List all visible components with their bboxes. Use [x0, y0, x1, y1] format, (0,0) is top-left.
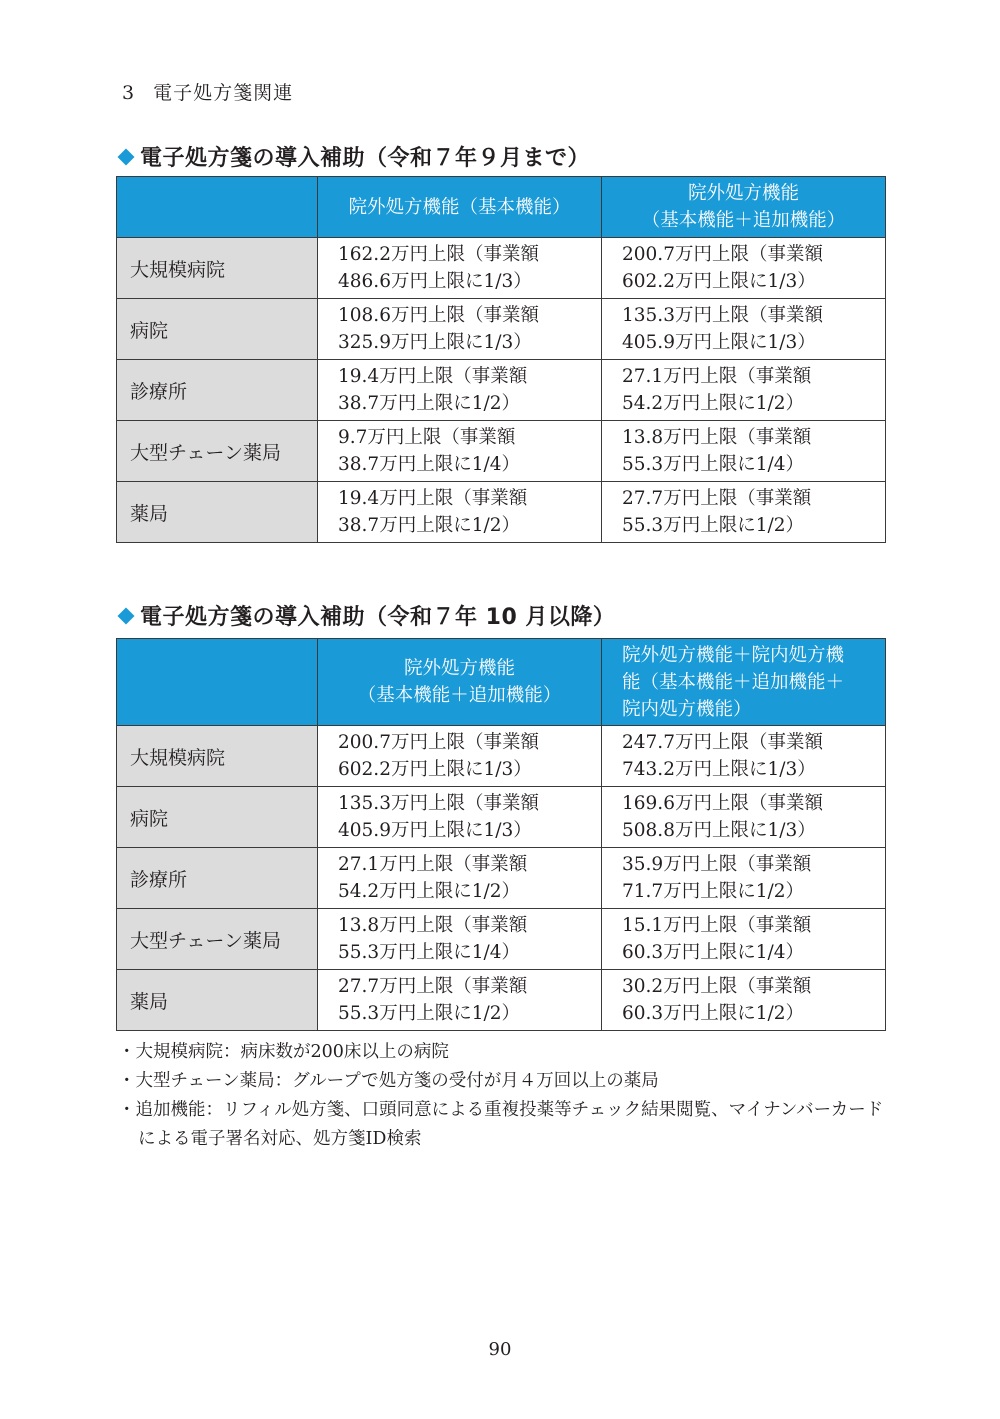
- row-label: 病院: [117, 299, 318, 360]
- row-label: 大型チェーン薬局: [117, 421, 318, 482]
- table-row: [117, 848, 886, 909]
- table-cell: 13.8万円上限（事業額 55.3万円上限に1/4）: [318, 909, 602, 970]
- table-cell: 169.6万円上限（事業額 508.8万円上限に1/3）: [602, 787, 886, 848]
- footnote: ・大規模病院：病床数が200床以上の病院: [118, 1042, 449, 1062]
- row-label: 大型チェーン薬局: [117, 909, 318, 970]
- page-number: 90: [488, 1339, 512, 1360]
- table-row: [117, 909, 886, 970]
- subsidy-table-2: [116, 638, 886, 1031]
- table-row: [117, 482, 886, 543]
- chapter-number: 3: [122, 82, 136, 104]
- table-row: [117, 787, 886, 848]
- section-title-1: [116, 141, 590, 172]
- table-cell: 9.7万円上限（事業額 38.7万円上限に1/4）: [318, 421, 602, 482]
- running-head: [122, 78, 293, 105]
- table-cell: 13.8万円上限（事業額 55.3万円上限に1/4）: [602, 421, 886, 482]
- table-row: [117, 238, 886, 299]
- section-title-2: [116, 600, 615, 631]
- table-cell: 35.9万円上限（事業額 71.7万円上限に1/2）: [602, 848, 886, 909]
- section-title-text: 電子処方箋の導入補助（令和７年９月まで）: [140, 146, 591, 171]
- column-header: 院外処方機能＋院内処方機 能（基本機能＋追加機能＋ 院内処方機能）: [602, 639, 886, 726]
- table-header-row: [117, 639, 886, 726]
- row-label: 薬局: [117, 482, 318, 543]
- table-cell: 200.7万円上限（事業額 602.2万円上限に1/3）: [602, 238, 886, 299]
- table-cell: 15.1万円上限（事業額 60.3万円上限に1/4）: [602, 909, 886, 970]
- row-label: 診療所: [117, 848, 318, 909]
- table-cell: 200.7万円上限（事業額 602.2万円上限に1/3）: [318, 726, 602, 787]
- table-header-row: [117, 177, 886, 238]
- table-cell: 135.3万円上限（事業額 405.9万円上限に1/3）: [318, 787, 602, 848]
- row-label: 薬局: [117, 970, 318, 1031]
- chapter-title: 電子処方箋関連: [153, 82, 294, 104]
- table-cell: 19.4万円上限（事業額 38.7万円上限に1/2）: [318, 482, 602, 543]
- table-cell: 162.2万円上限（事業額 486.6万円上限に1/3）: [318, 238, 602, 299]
- table-row: [117, 726, 886, 787]
- column-header: 院外処方機能（基本機能）: [318, 177, 602, 238]
- table-cell: 27.1万円上限（事業額 54.2万円上限に1/2）: [602, 360, 886, 421]
- table-cell: 108.6万円上限（事業額 325.9万円上限に1/3）: [318, 299, 602, 360]
- table-cell: 19.4万円上限（事業額 38.7万円上限に1/2）: [318, 360, 602, 421]
- diamond-bullet-icon: [118, 607, 135, 624]
- row-label: 病院: [117, 787, 318, 848]
- table-row: [117, 360, 886, 421]
- column-header: 院外処方機能 （基本機能＋追加機能）: [318, 639, 602, 726]
- row-label: 大規模病院: [117, 726, 318, 787]
- header-blank-cell: [117, 177, 318, 238]
- table-cell: 247.7万円上限（事業額 743.2万円上限に1/3）: [602, 726, 886, 787]
- table-row: [117, 970, 886, 1031]
- header-blank-cell: [117, 639, 318, 726]
- table-cell: 27.7万円上限（事業額 55.3万円上限に1/2）: [602, 482, 886, 543]
- footnotes: [118, 1038, 888, 1154]
- table-cell: 27.7万円上限（事業額 55.3万円上限に1/2）: [318, 970, 602, 1031]
- footnote: ・追加機能：リフィル処方箋、口頭同意による重複投薬等チェック結果閲覧、マイナンバーカードによる電子署名対応、処方箋ID検索: [118, 1100, 884, 1149]
- table-cell: 135.3万円上限（事業額 405.9万円上限に1/3）: [602, 299, 886, 360]
- diamond-bullet-icon: [118, 148, 135, 165]
- footnote: ・大型チェーン薬局：グループで処方箋の受付が月４万回以上の薬局: [118, 1071, 659, 1091]
- row-label: 診療所: [117, 360, 318, 421]
- column-header: 院外処方機能 （基本機能＋追加機能）: [602, 177, 886, 238]
- table-cell: 27.1万円上限（事業額 54.2万円上限に1/2）: [318, 848, 602, 909]
- section-title-text: 電子処方箋の導入補助（令和７年 10 月以降）: [140, 605, 616, 630]
- table-row: [117, 299, 886, 360]
- row-label: 大規模病院: [117, 238, 318, 299]
- table-row: [117, 421, 886, 482]
- subsidy-table-1: [116, 176, 886, 543]
- table-cell: 30.2万円上限（事業額 60.3万円上限に1/2）: [602, 970, 886, 1031]
